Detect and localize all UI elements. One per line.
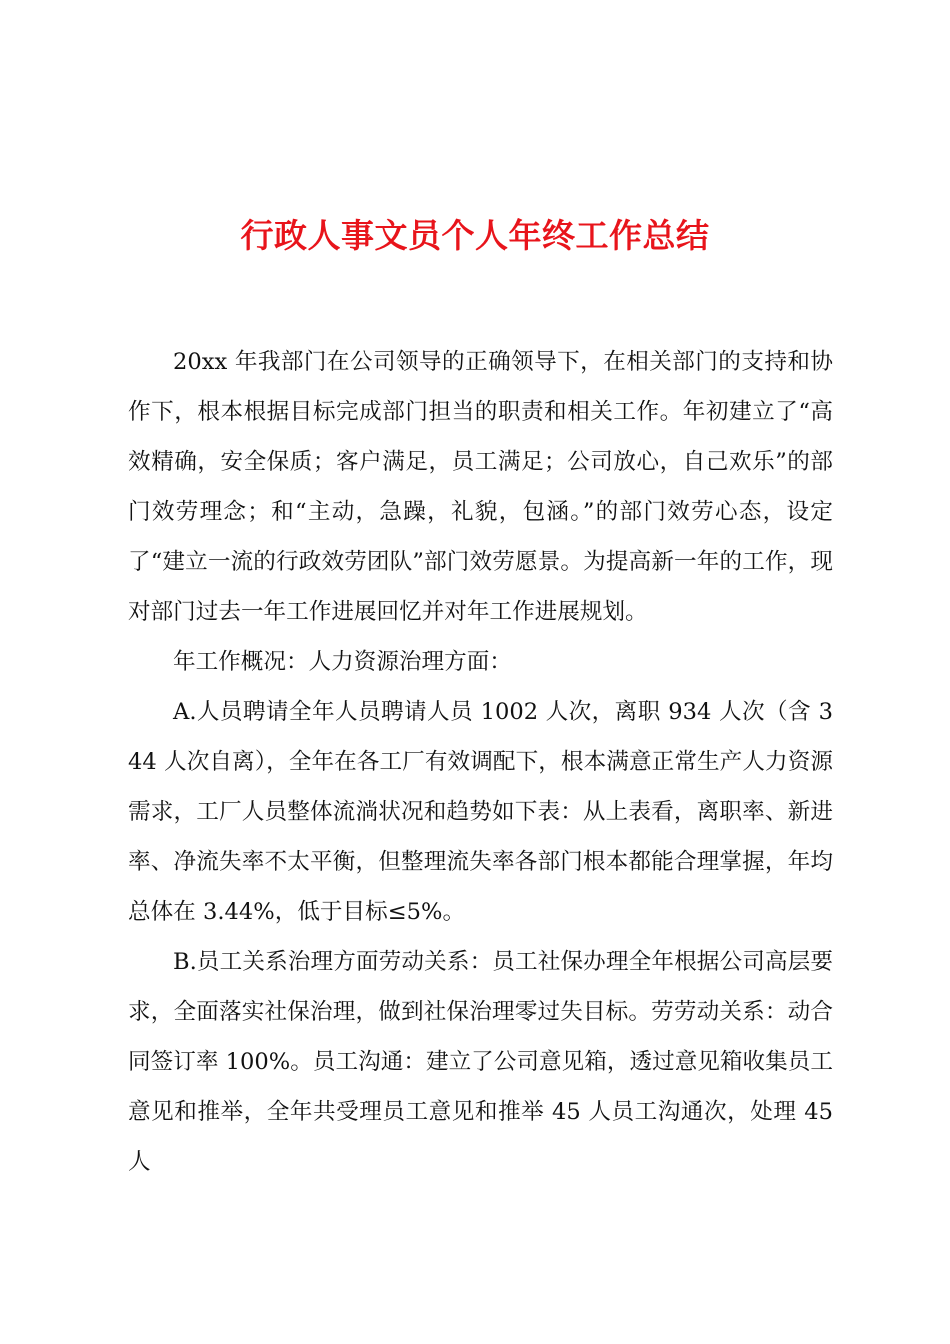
- paragraph-intro: 20xx 年我部门在公司领导的正确领导下，在相关部门的支持和协作下，根本根据目标完成部门担当的职责和相关工作。年初建立了“高效精确，安全保质；客户满足，员工满足；公司放心，自己欢乐”的部门效劳理念；和“主动，急躁，礼貌，包涵。”的部门效劳心态，设定了“建立一流的行政效劳团队”部门效劳愿景。为提高新一年的工作，现对部门过去一年工作进展回忆并对年工作进展规划。: [128, 349, 833, 625]
- document-body: [128, 337, 833, 1187]
- document-title: 行政人事文员个人年终工作总结: [240, 216, 710, 255]
- paragraph-employee-relations: B.员工关系治理方面劳动关系：员工社保办理全年根据公司高层要求，全面落实社保治理，做到社保治理零过失目标。劳劳动关系：动合同签订率 100%。员工沟通：建立了公司意见箱，透过意见箱收集员工意见和推举，全年共受理员工意见和推举 45 人员工沟通次，处理 45 人: [128, 949, 833, 1175]
- paragraph-recruitment: A.人员聘请全年人员聘请人员 1002 人次，离职 934 人次（含 344 人次自离），全年在各工厂有效调配下，根本满意正常生产人力资源需求，工厂人员整体流淌状况和趋势如下表：从上表看，离职率、新进率、净流失率不太平衡，但整理流失率各部门根本都能合理掌握，年均总体在 3.44%，低于目标≤5%。: [128, 699, 833, 925]
- paragraph-overview-heading: 年工作概况：人力资源治理方面：: [173, 649, 512, 675]
